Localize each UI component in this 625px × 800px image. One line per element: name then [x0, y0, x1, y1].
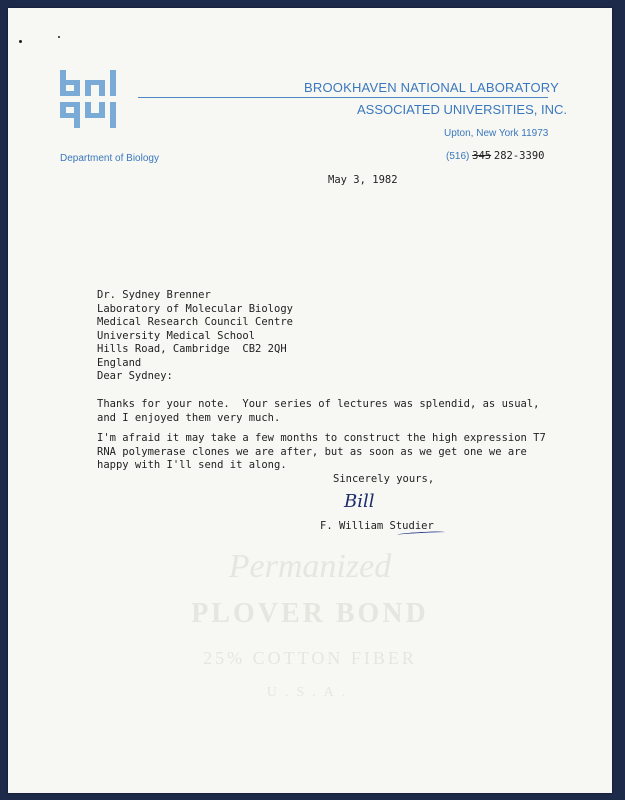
- handwritten-signature: Bill: [344, 491, 375, 512]
- watermark-line: PLOVER BOND: [191, 598, 429, 629]
- inside-address: Dr. Sydney Brenner Laboratory of Molecular Biology Medical Research Council Centre University Medical School Hills Road, Cambridge CB2 2QH England: [97, 289, 293, 369]
- salutation: Dear Sydney:: [97, 370, 173, 382]
- letterhead-rule: [138, 97, 548, 98]
- watermark-line: 25% COTTON FIBER: [203, 648, 417, 668]
- org-name: BROOKHAVEN NATIONAL LABORATORY: [304, 80, 559, 95]
- closing: Sincerely yours,: [333, 473, 435, 485]
- speck: [58, 36, 60, 38]
- speck: [19, 40, 22, 43]
- phone: [446, 150, 544, 162]
- signer-name: F. William Studier: [320, 520, 434, 532]
- department: Department of Biology: [60, 153, 159, 164]
- org-address: Upton, New York 11973: [444, 128, 549, 139]
- letter-page: [8, 8, 612, 793]
- phone-number: 282-3390: [493, 150, 545, 162]
- paragraph-1: Thanks for your note. Your series of lectures was splendid, as usual, and I enjoyed them very much.: [97, 398, 540, 424]
- org-parent: ASSOCIATED UNIVERSITIES, INC.: [357, 102, 567, 117]
- letter-date: May 3, 1982: [328, 174, 398, 186]
- area-code: (516): [446, 151, 470, 162]
- watermark-line: Permanized: [228, 548, 392, 585]
- struck-exchange: 345: [472, 150, 492, 162]
- watermark-line: U.S.A.: [266, 685, 354, 700]
- bnl-logo: [60, 70, 138, 128]
- paragraph-2: I'm afraid it may take a few months to construct the high expression T7 RNA polymerase clones we are after, but as soon as we get one we are happy with I'll send it along.: [97, 432, 546, 471]
